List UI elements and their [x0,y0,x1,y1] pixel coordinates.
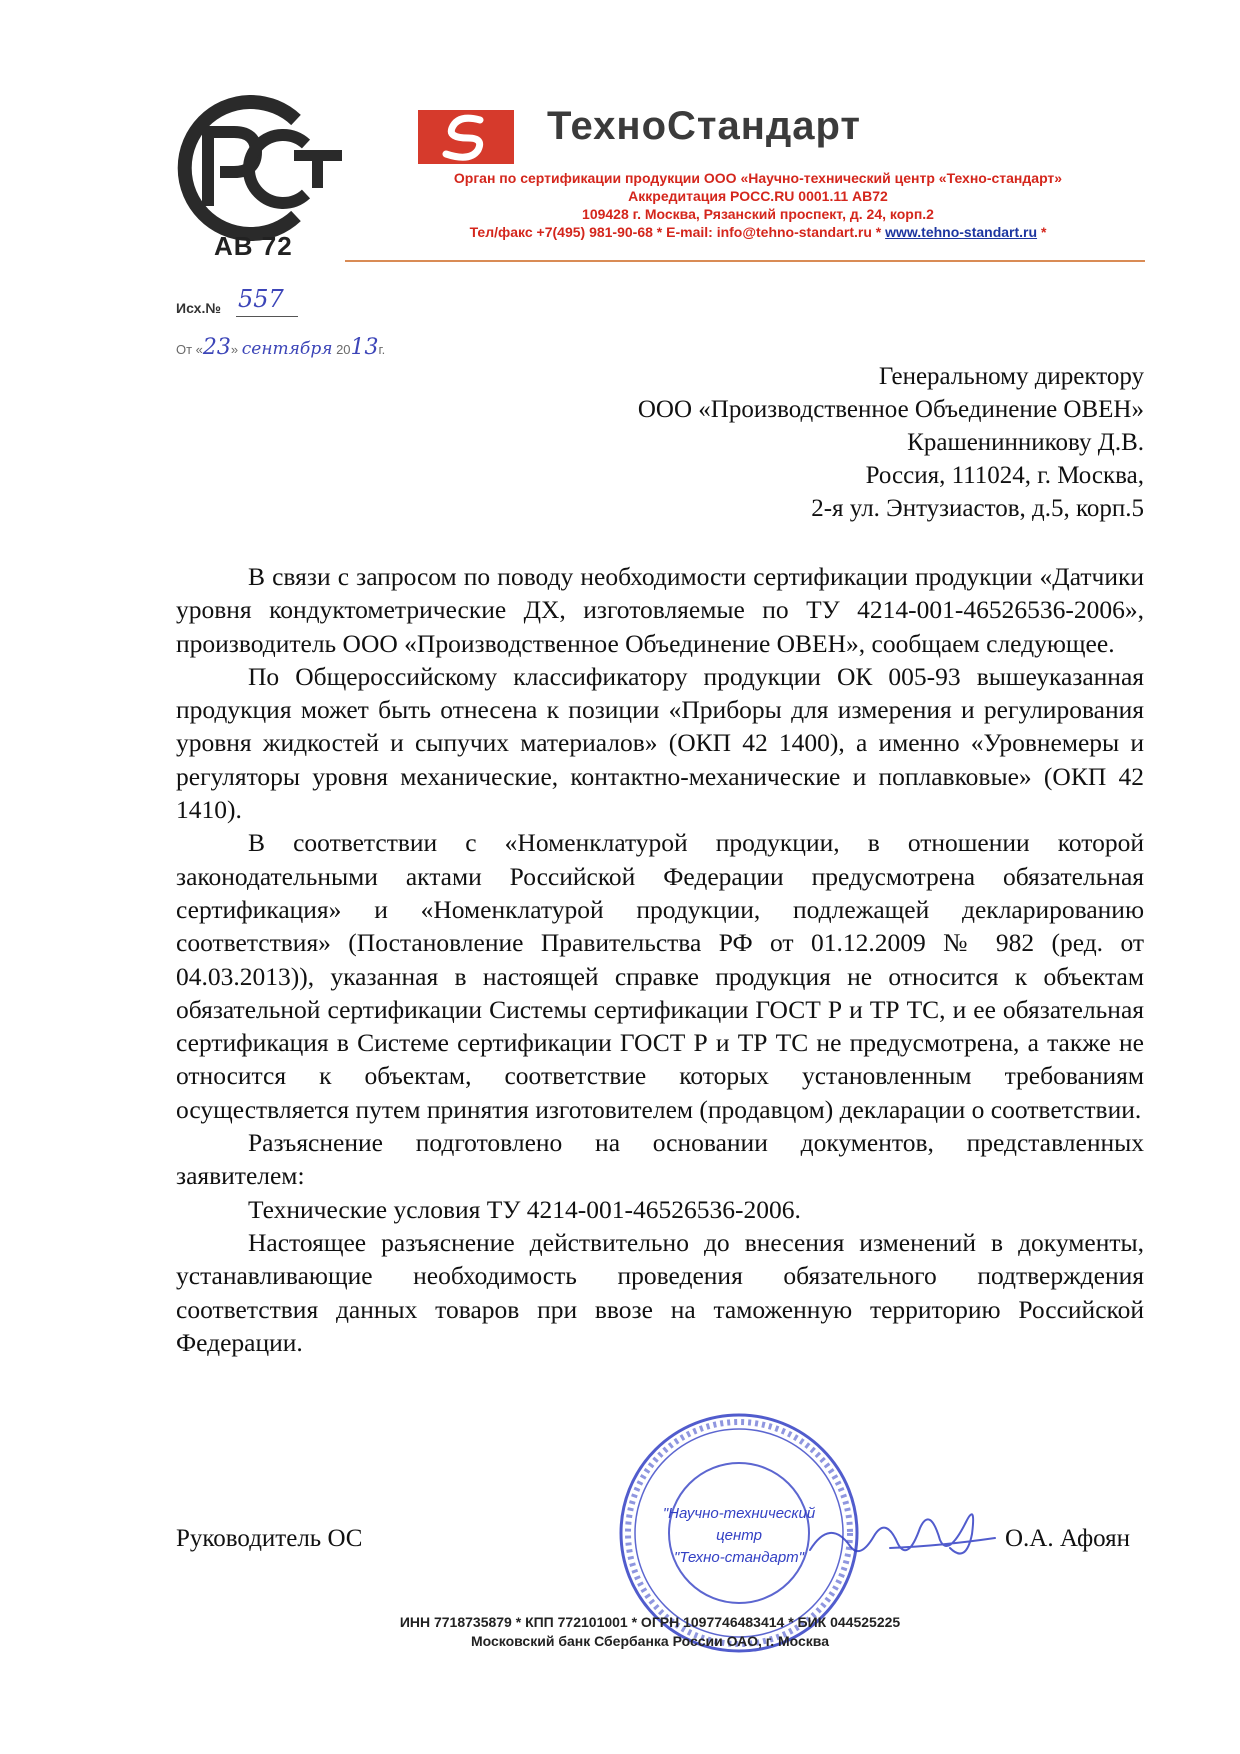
outgoing-number-label: Исх.№ [176,300,221,316]
rst-certification-logo [168,94,348,242]
date-year-end: г. [378,342,386,357]
bank-details-footer [300,1613,1000,1651]
stamp-line-3: "Техно-стандарт" [674,1549,804,1566]
paragraph-validity: Настоящее разъяснение действительно до внесения изменений в документы, устанавливающие необходимость проведения обязательного подтверждения соответствия данных товаров при ввозе на таможенную территорию Российской Федерации. [176,1227,1144,1357]
date-mid: » [230,342,239,357]
date-year-suffix: 13 [350,335,379,360]
website-link[interactable]: www.tehno-standart.ru [885,224,1038,240]
addressee-position: Генеральному директору [878,363,1144,390]
paragraph-basis: Разъяснение подготовлено на основании документов, представленных заявителем: [176,1128,1144,1191]
paragraph-nomenclature: В соответствии с «Номенклатурой продукции, в отношении которой законодательными актами Российской Федерации предусмотрена обязательная сертификация» и «Номенклатурой продукции, подлежащей декларированию соответствия» (Постановление Правительства РФ от 01.12.2009 № 982 (ред. от 04.03.2013)), указанная в настоящей справке продукция не относится к объектам обязательной сертификации Системы сертификации ГОСТ Р и ТР ТС, и ее обязательная сертификация в Системе сертификации ГОСТ Р и ТР ТС не предусмотрена, а также не относится к объектам, соответствие которых установленным требованиям осуществляется путем принятия изготовителем (продавцом) декларации о соответствии. [176,828,1144,1124]
outgoing-date [176,335,385,360]
stamp-line-2: центр [716,1527,762,1544]
addressee-street: 2-я ул. Энтузиастов, д.5, корп.5 [811,495,1144,522]
outgoing-number: 557 [238,285,284,313]
tehnostandart-logo [418,110,514,164]
paragraph-classifier: По Общероссийскому классификатору продукции ОК 005-93 вышеуказанная продукция может быть отнесена к позиции «Приборы для измерения и регулирования уровня жидкостей и сыпучих материалов» (ОКП 42 1400), а именно «Уровнемеры и регуляторы уровня механические, контактно-механические и поплавковые» (ОКП 42 1410). [176,661,1144,825]
date-month: сентября [241,339,333,359]
addressee-person: Крашенинникову Д.В. [907,429,1144,456]
signatory-title: Руководитель ОС [176,1525,363,1552]
handwritten-signature [790,1488,1000,1578]
paragraph-tech-conditions: Технические условия ТУ 4214-001-46526536-2006. [248,1194,801,1224]
date-day: 23 [202,335,231,360]
stamp-line-1: "Научно-технический [662,1505,816,1522]
footer-tax-ids: ИНН 7718735879 * КПП 772101001 * ОГРН 1097746483414 * БИК 044525225 [399,1614,901,1630]
addressee-block [638,360,1144,525]
brand-name: ТехноСтандарт [547,104,862,148]
address-line: 109428 г. Москва, Рязанский проспект, д. 24, корп.2 [582,206,934,222]
paragraph-request: В связи с запросом по поводу необходимости сертификации продукции «Датчики уровня кондуктометрические ДХ, изготовляемые по ТУ 4214-001-46526536-2006», производитель ООО «Производственное Объединение ОВЕН», сообщаем следующее. [176,562,1144,658]
addressee-company: ООО «Производственное Объединение ОВЕН» [637,396,1144,423]
date-prefix: От « [176,342,203,357]
org-line: Орган по сертификации продукции ООО «Научно-технический центр «Техно-стандарт» [453,170,1063,186]
outgoing-number-underline [236,316,298,317]
certification-code: АВ 72 [214,231,293,261]
letterhead-details [360,169,1156,241]
footer-bank: Московский банк Сбербанка России ОАО, г. Москва [470,1633,830,1649]
letterhead-divider [345,260,1145,262]
date-year-prefix: 20 [332,342,351,357]
contacts-end: * [1037,224,1047,240]
contacts-text: Тел/факс +7(495) 981-90-68 * E-mail: info@tehno-standart.ru * [469,224,886,240]
addressee-city: Россия, 111024, г. Москва, [865,462,1144,489]
contacts-line [360,223,1156,241]
accreditation-line: Аккредитация РОСС.RU 0001.11 АВ72 [628,188,888,204]
letter-body [176,560,1144,1359]
signatory-name: О.А. Афоян [1005,1525,1131,1552]
